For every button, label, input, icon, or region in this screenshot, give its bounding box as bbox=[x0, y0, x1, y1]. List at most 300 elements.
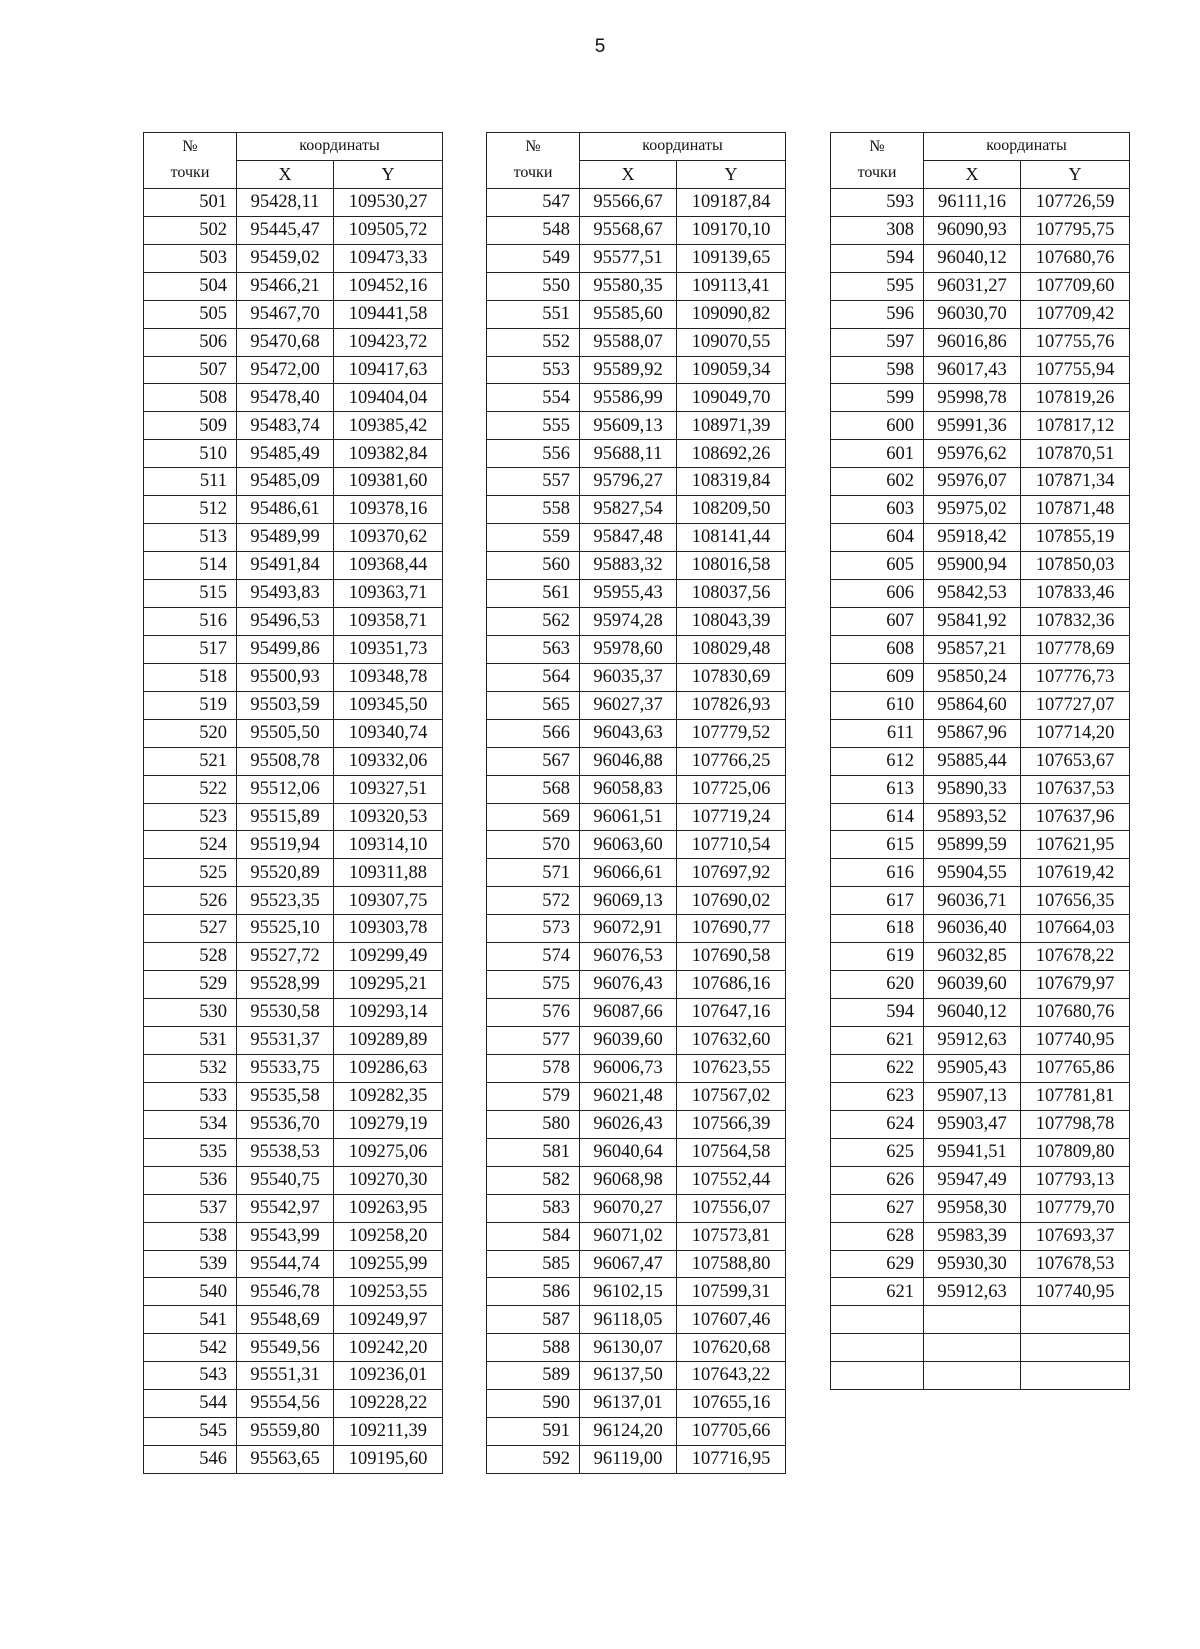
y-coordinate-cell: 107740,95 bbox=[1021, 1027, 1130, 1055]
table-row bbox=[831, 999, 1130, 1027]
y-coordinate-cell: 107871,48 bbox=[1021, 496, 1130, 524]
x-coordinate-cell: 95893,52 bbox=[924, 803, 1021, 831]
x-coordinate-cell bbox=[924, 1334, 1021, 1362]
x-coordinate-cell: 96058,83 bbox=[580, 775, 677, 803]
y-header: Y bbox=[1021, 160, 1130, 188]
point-number-cell: 526 bbox=[144, 887, 237, 915]
table-row bbox=[487, 971, 786, 999]
table-row bbox=[144, 1250, 443, 1278]
point-number-cell: 581 bbox=[487, 1138, 580, 1166]
table-row bbox=[487, 1082, 786, 1110]
table-row bbox=[487, 691, 786, 719]
x-coordinate-cell: 95857,21 bbox=[924, 635, 1021, 663]
x-coordinate-cell: 95491,84 bbox=[237, 552, 334, 580]
point-number-cell: 543 bbox=[144, 1362, 237, 1390]
y-coordinate-cell: 107632,60 bbox=[677, 1027, 786, 1055]
table-row bbox=[487, 1222, 786, 1250]
table-row bbox=[144, 971, 443, 999]
x-coordinate-cell: 95577,51 bbox=[580, 244, 677, 272]
table-row bbox=[831, 328, 1130, 356]
point-number-cell: 604 bbox=[831, 524, 924, 552]
table-row bbox=[487, 1166, 786, 1194]
table-row bbox=[487, 524, 786, 552]
point-number-cell: 552 bbox=[487, 328, 580, 356]
point-label: точки bbox=[857, 164, 897, 182]
y-coordinate-cell: 107710,54 bbox=[677, 831, 786, 859]
y-coordinate-cell: 107680,76 bbox=[1021, 244, 1130, 272]
y-coordinate-cell: 109363,71 bbox=[334, 580, 443, 608]
point-number-cell: 609 bbox=[831, 663, 924, 691]
x-coordinate-cell: 95983,39 bbox=[924, 1222, 1021, 1250]
y-coordinate-cell: 107709,60 bbox=[1021, 272, 1130, 300]
y-coordinate-cell: 107755,94 bbox=[1021, 356, 1130, 384]
x-coordinate-cell: 96063,60 bbox=[580, 831, 677, 859]
table-row bbox=[144, 300, 443, 328]
table-row bbox=[487, 1110, 786, 1138]
y-coordinate-cell: 109049,70 bbox=[677, 384, 786, 412]
y-coordinate-cell: 109404,04 bbox=[334, 384, 443, 412]
point-number-cell: 561 bbox=[487, 580, 580, 608]
x-coordinate-cell: 96040,12 bbox=[924, 244, 1021, 272]
point-number-cell: 539 bbox=[144, 1250, 237, 1278]
table-row bbox=[144, 1138, 443, 1166]
point-number-cell: 514 bbox=[144, 552, 237, 580]
y-coordinate-cell: 109270,30 bbox=[334, 1166, 443, 1194]
x-coordinate-cell: 95508,78 bbox=[237, 747, 334, 775]
coordinates-header: координаты bbox=[237, 133, 443, 161]
x-coordinate-cell: 96076,43 bbox=[580, 971, 677, 999]
point-number-header bbox=[144, 133, 237, 189]
y-coordinate-cell: 107564,58 bbox=[677, 1138, 786, 1166]
y-coordinate-cell: 107795,75 bbox=[1021, 216, 1130, 244]
y-coordinate-cell: 108209,50 bbox=[677, 496, 786, 524]
point-number-cell: 571 bbox=[487, 859, 580, 887]
point-number-cell: 589 bbox=[487, 1362, 580, 1390]
x-coordinate-cell: 95546,78 bbox=[237, 1278, 334, 1306]
y-coordinate-cell: 107819,26 bbox=[1021, 384, 1130, 412]
y-coordinate-cell: 109423,72 bbox=[334, 328, 443, 356]
point-number-cell: 572 bbox=[487, 887, 580, 915]
y-coordinate-cell: 107832,36 bbox=[1021, 607, 1130, 635]
x-coordinate-cell: 95955,43 bbox=[580, 580, 677, 608]
y-coordinate-cell: 107781,81 bbox=[1021, 1082, 1130, 1110]
table-row bbox=[144, 915, 443, 943]
table-row bbox=[487, 887, 786, 915]
point-number-cell: 509 bbox=[144, 412, 237, 440]
x-coordinate-cell: 96130,07 bbox=[580, 1334, 677, 1362]
table-row bbox=[831, 216, 1130, 244]
x-coordinate-cell: 95930,30 bbox=[924, 1250, 1021, 1278]
x-coordinate-cell: 96068,98 bbox=[580, 1166, 677, 1194]
point-number-cell: 523 bbox=[144, 803, 237, 831]
x-coordinate-cell: 96032,85 bbox=[924, 943, 1021, 971]
y-coordinate-cell: 109255,99 bbox=[334, 1250, 443, 1278]
point-number-cell: 617 bbox=[831, 887, 924, 915]
table-row bbox=[831, 1027, 1130, 1055]
table-row bbox=[831, 635, 1130, 663]
point-number-cell: 555 bbox=[487, 412, 580, 440]
y-coordinate-cell: 107716,95 bbox=[677, 1446, 786, 1474]
table-row bbox=[487, 1306, 786, 1334]
y-coordinate-cell: 109327,51 bbox=[334, 775, 443, 803]
table-row bbox=[144, 803, 443, 831]
table-row bbox=[487, 356, 786, 384]
table-row bbox=[144, 244, 443, 272]
point-number-cell: 546 bbox=[144, 1446, 237, 1474]
point-number-cell: 613 bbox=[831, 775, 924, 803]
table-row bbox=[831, 468, 1130, 496]
point-number-cell: 616 bbox=[831, 859, 924, 887]
x-coordinate-cell: 95493,83 bbox=[237, 580, 334, 608]
x-header: X bbox=[924, 160, 1021, 188]
y-coordinate-cell: 107588,80 bbox=[677, 1250, 786, 1278]
y-coordinate-cell: 107637,53 bbox=[1021, 775, 1130, 803]
y-coordinate-cell: 107714,20 bbox=[1021, 719, 1130, 747]
point-number-cell: 611 bbox=[831, 719, 924, 747]
y-coordinate-cell bbox=[1021, 1334, 1130, 1362]
table-row bbox=[831, 1334, 1130, 1362]
y-coordinate-cell: 109187,84 bbox=[677, 188, 786, 216]
x-coordinate-cell: 95530,58 bbox=[237, 999, 334, 1027]
y-coordinate-cell: 107678,22 bbox=[1021, 943, 1130, 971]
y-coordinate-cell: 107809,80 bbox=[1021, 1138, 1130, 1166]
x-coordinate-cell: 95918,42 bbox=[924, 524, 1021, 552]
x-coordinate-cell: 95864,60 bbox=[924, 691, 1021, 719]
y-coordinate-cell: 107690,77 bbox=[677, 915, 786, 943]
table-row bbox=[831, 1082, 1130, 1110]
table-row bbox=[144, 328, 443, 356]
x-coordinate-cell: 96039,60 bbox=[924, 971, 1021, 999]
table-row bbox=[144, 272, 443, 300]
x-coordinate-cell: 95544,74 bbox=[237, 1250, 334, 1278]
x-coordinate-cell: 96016,86 bbox=[924, 328, 1021, 356]
y-coordinate-cell: 108043,39 bbox=[677, 607, 786, 635]
x-coordinate-cell: 95867,96 bbox=[924, 719, 1021, 747]
y-coordinate-cell: 109279,19 bbox=[334, 1110, 443, 1138]
table-row bbox=[144, 1222, 443, 1250]
point-number-cell: 568 bbox=[487, 775, 580, 803]
x-coordinate-cell: 95538,53 bbox=[237, 1138, 334, 1166]
coordinates-header: координаты bbox=[580, 133, 786, 161]
point-number-cell: 624 bbox=[831, 1110, 924, 1138]
x-coordinate-cell: 96111,16 bbox=[924, 188, 1021, 216]
x-coordinate-cell: 95976,07 bbox=[924, 468, 1021, 496]
point-number-cell: 560 bbox=[487, 552, 580, 580]
y-coordinate-cell: 109295,21 bbox=[334, 971, 443, 999]
coordinates-table-3 bbox=[830, 132, 1130, 1390]
table-row bbox=[144, 719, 443, 747]
point-number-cell: 625 bbox=[831, 1138, 924, 1166]
x-coordinate-cell: 95907,13 bbox=[924, 1082, 1021, 1110]
point-number-header bbox=[831, 133, 924, 189]
x-coordinate-cell: 96090,93 bbox=[924, 216, 1021, 244]
point-number-cell: 598 bbox=[831, 356, 924, 384]
x-coordinate-cell: 95535,58 bbox=[237, 1082, 334, 1110]
x-coordinate-cell: 96017,43 bbox=[924, 356, 1021, 384]
point-number-cell: 545 bbox=[144, 1418, 237, 1446]
point-number-cell: 608 bbox=[831, 635, 924, 663]
table-row bbox=[487, 1194, 786, 1222]
x-coordinate-cell: 95486,61 bbox=[237, 496, 334, 524]
point-number-cell: 547 bbox=[487, 188, 580, 216]
table-row bbox=[144, 831, 443, 859]
table-row bbox=[487, 1250, 786, 1278]
table-row bbox=[144, 1334, 443, 1362]
y-coordinate-cell: 109351,73 bbox=[334, 635, 443, 663]
x-coordinate-cell: 95976,62 bbox=[924, 440, 1021, 468]
table-row bbox=[487, 831, 786, 859]
x-coordinate-cell: 96119,00 bbox=[580, 1446, 677, 1474]
x-coordinate-cell: 96124,20 bbox=[580, 1418, 677, 1446]
x-coordinate-cell: 95528,99 bbox=[237, 971, 334, 999]
x-coordinate-cell: 95559,80 bbox=[237, 1418, 334, 1446]
x-coordinate-cell bbox=[924, 1306, 1021, 1334]
table-row bbox=[487, 1027, 786, 1055]
table-row bbox=[487, 384, 786, 412]
point-number-cell: 529 bbox=[144, 971, 237, 999]
y-coordinate-cell: 107619,42 bbox=[1021, 859, 1130, 887]
x-coordinate-cell: 95531,37 bbox=[237, 1027, 334, 1055]
point-number-cell: 614 bbox=[831, 803, 924, 831]
point-number-cell: 538 bbox=[144, 1222, 237, 1250]
x-coordinate-cell: 95543,99 bbox=[237, 1222, 334, 1250]
y-coordinate-cell: 109340,74 bbox=[334, 719, 443, 747]
y-coordinate-cell: 107740,95 bbox=[1021, 1278, 1130, 1306]
y-coordinate-cell: 109368,44 bbox=[334, 552, 443, 580]
y-coordinate-cell: 109242,20 bbox=[334, 1334, 443, 1362]
y-coordinate-cell: 109378,16 bbox=[334, 496, 443, 524]
x-coordinate-cell: 95523,35 bbox=[237, 887, 334, 915]
point-number-cell: 535 bbox=[144, 1138, 237, 1166]
table-row bbox=[487, 272, 786, 300]
y-coordinate-cell: 107621,95 bbox=[1021, 831, 1130, 859]
y-coordinate-cell: 107647,16 bbox=[677, 999, 786, 1027]
table-row bbox=[831, 300, 1130, 328]
x-coordinate-cell: 95903,47 bbox=[924, 1110, 1021, 1138]
point-number-cell: 575 bbox=[487, 971, 580, 999]
point-number-cell: 576 bbox=[487, 999, 580, 1027]
x-coordinate-cell: 95566,67 bbox=[580, 188, 677, 216]
y-coordinate-cell: 107599,31 bbox=[677, 1278, 786, 1306]
y-coordinate-cell: 109289,89 bbox=[334, 1027, 443, 1055]
y-coordinate-cell: 108029,48 bbox=[677, 635, 786, 663]
point-number-cell: 588 bbox=[487, 1334, 580, 1362]
x-coordinate-cell: 95470,68 bbox=[237, 328, 334, 356]
x-coordinate-cell: 95586,99 bbox=[580, 384, 677, 412]
x-coordinate-cell: 95588,07 bbox=[580, 328, 677, 356]
x-coordinate-cell: 95542,97 bbox=[237, 1194, 334, 1222]
point-number-cell: 629 bbox=[831, 1250, 924, 1278]
y-coordinate-cell: 107766,25 bbox=[677, 747, 786, 775]
x-coordinate-cell: 95912,63 bbox=[924, 1278, 1021, 1306]
y-coordinate-cell: 109195,60 bbox=[334, 1446, 443, 1474]
table-row bbox=[487, 1362, 786, 1390]
table-row bbox=[144, 747, 443, 775]
coordinates-header: координаты bbox=[924, 133, 1130, 161]
y-coordinate-cell: 107697,92 bbox=[677, 859, 786, 887]
x-coordinate-cell: 95515,89 bbox=[237, 803, 334, 831]
x-coordinate-cell: 96006,73 bbox=[580, 1054, 677, 1082]
point-number-cell: 627 bbox=[831, 1194, 924, 1222]
y-coordinate-cell: 108037,56 bbox=[677, 580, 786, 608]
y-coordinate-cell: 109452,16 bbox=[334, 272, 443, 300]
point-number-cell: 590 bbox=[487, 1390, 580, 1418]
table-row bbox=[831, 691, 1130, 719]
y-coordinate-cell bbox=[1021, 1362, 1130, 1390]
x-coordinate-cell: 95499,86 bbox=[237, 635, 334, 663]
table-row bbox=[831, 1138, 1130, 1166]
point-number-cell: 574 bbox=[487, 943, 580, 971]
table-row bbox=[831, 412, 1130, 440]
x-coordinate-cell bbox=[924, 1362, 1021, 1390]
x-header: X bbox=[580, 160, 677, 188]
x-coordinate-cell: 95904,55 bbox=[924, 859, 1021, 887]
table-row bbox=[487, 1054, 786, 1082]
point-number-cell: 602 bbox=[831, 468, 924, 496]
point-number-cell: 628 bbox=[831, 1222, 924, 1250]
table-row bbox=[831, 719, 1130, 747]
x-coordinate-cell: 95478,40 bbox=[237, 384, 334, 412]
x-coordinate-cell: 95519,94 bbox=[237, 831, 334, 859]
point-number-cell: 549 bbox=[487, 244, 580, 272]
table-row bbox=[487, 635, 786, 663]
table-row bbox=[831, 1250, 1130, 1278]
point-number-cell: 308 bbox=[831, 216, 924, 244]
x-coordinate-cell: 95536,70 bbox=[237, 1110, 334, 1138]
x-coordinate-cell: 95505,50 bbox=[237, 719, 334, 747]
y-coordinate-cell: 108971,39 bbox=[677, 412, 786, 440]
x-coordinate-cell: 95885,44 bbox=[924, 747, 1021, 775]
table-row bbox=[831, 580, 1130, 608]
x-coordinate-cell: 96046,88 bbox=[580, 747, 677, 775]
x-coordinate-cell: 95554,56 bbox=[237, 1390, 334, 1418]
point-number-cell: 501 bbox=[144, 188, 237, 216]
x-coordinate-cell: 95609,13 bbox=[580, 412, 677, 440]
x-coordinate-cell: 95525,10 bbox=[237, 915, 334, 943]
y-coordinate-cell: 107725,06 bbox=[677, 775, 786, 803]
y-coordinate-cell: 107779,52 bbox=[677, 719, 786, 747]
x-coordinate-cell: 95467,70 bbox=[237, 300, 334, 328]
table-row bbox=[831, 607, 1130, 635]
point-number-cell: 567 bbox=[487, 747, 580, 775]
point-number-cell: 606 bbox=[831, 580, 924, 608]
y-coordinate-cell: 109228,22 bbox=[334, 1390, 443, 1418]
point-number-cell: 577 bbox=[487, 1027, 580, 1055]
table-row bbox=[831, 1166, 1130, 1194]
x-coordinate-cell: 95688,11 bbox=[580, 440, 677, 468]
y-coordinate-cell: 109385,42 bbox=[334, 412, 443, 440]
x-coordinate-cell: 96039,60 bbox=[580, 1027, 677, 1055]
y-coordinate-cell: 107793,13 bbox=[1021, 1166, 1130, 1194]
table-row bbox=[831, 887, 1130, 915]
table-row bbox=[831, 859, 1130, 887]
x-coordinate-cell: 96066,61 bbox=[580, 859, 677, 887]
y-coordinate-cell: 107798,78 bbox=[1021, 1110, 1130, 1138]
point-number-cell: 562 bbox=[487, 607, 580, 635]
y-coordinate-cell: 109059,34 bbox=[677, 356, 786, 384]
x-coordinate-cell: 95472,00 bbox=[237, 356, 334, 384]
table-row bbox=[144, 188, 443, 216]
y-coordinate-cell: 108692,26 bbox=[677, 440, 786, 468]
table-row bbox=[487, 747, 786, 775]
y-coordinate-cell: 107850,03 bbox=[1021, 552, 1130, 580]
table-row bbox=[831, 244, 1130, 272]
y-header: Y bbox=[677, 160, 786, 188]
y-coordinate-cell: 107870,51 bbox=[1021, 440, 1130, 468]
y-coordinate-cell: 107719,24 bbox=[677, 803, 786, 831]
y-coordinate-cell: 107855,19 bbox=[1021, 524, 1130, 552]
x-coordinate-cell: 96102,15 bbox=[580, 1278, 677, 1306]
table-row bbox=[831, 803, 1130, 831]
x-coordinate-cell: 96076,53 bbox=[580, 943, 677, 971]
table-row bbox=[144, 999, 443, 1027]
table-row bbox=[831, 1054, 1130, 1082]
table-row bbox=[144, 607, 443, 635]
point-number-cell: 587 bbox=[487, 1306, 580, 1334]
point-number-cell: 512 bbox=[144, 496, 237, 524]
table-row bbox=[831, 552, 1130, 580]
y-coordinate-cell: 109211,39 bbox=[334, 1418, 443, 1446]
table-row bbox=[144, 887, 443, 915]
x-coordinate-cell: 96036,71 bbox=[924, 887, 1021, 915]
x-coordinate-cell: 95900,94 bbox=[924, 552, 1021, 580]
table-row bbox=[144, 356, 443, 384]
table-row bbox=[831, 831, 1130, 859]
point-number-cell: 521 bbox=[144, 747, 237, 775]
x-coordinate-cell: 95796,27 bbox=[580, 468, 677, 496]
point-number-cell: 569 bbox=[487, 803, 580, 831]
y-coordinate-cell: 109282,35 bbox=[334, 1082, 443, 1110]
x-coordinate-cell: 95466,21 bbox=[237, 272, 334, 300]
y-coordinate-cell: 108016,58 bbox=[677, 552, 786, 580]
y-coordinate-cell: 109139,65 bbox=[677, 244, 786, 272]
x-coordinate-cell: 95991,36 bbox=[924, 412, 1021, 440]
point-number-cell: 540 bbox=[144, 1278, 237, 1306]
x-coordinate-cell: 95883,32 bbox=[580, 552, 677, 580]
y-coordinate-cell: 107566,39 bbox=[677, 1110, 786, 1138]
y-coordinate-cell: 109249,97 bbox=[334, 1306, 443, 1334]
point-number-cell: 612 bbox=[831, 747, 924, 775]
table-row bbox=[144, 1418, 443, 1446]
y-coordinate-cell: 107656,35 bbox=[1021, 887, 1130, 915]
y-coordinate-cell: 109170,10 bbox=[677, 216, 786, 244]
x-coordinate-cell: 95975,02 bbox=[924, 496, 1021, 524]
y-coordinate-cell: 109253,55 bbox=[334, 1278, 443, 1306]
point-number-cell: 511 bbox=[144, 468, 237, 496]
x-coordinate-cell: 95512,06 bbox=[237, 775, 334, 803]
y-coordinate-cell: 107693,37 bbox=[1021, 1222, 1130, 1250]
x-coordinate-cell: 96035,37 bbox=[580, 663, 677, 691]
y-coordinate-cell: 109358,71 bbox=[334, 607, 443, 635]
point-number-cell: 622 bbox=[831, 1054, 924, 1082]
x-coordinate-cell: 96030,70 bbox=[924, 300, 1021, 328]
y-coordinate-cell: 107643,22 bbox=[677, 1362, 786, 1390]
x-coordinate-cell: 96118,05 bbox=[580, 1306, 677, 1334]
table-row bbox=[487, 440, 786, 468]
x-coordinate-cell: 95585,60 bbox=[580, 300, 677, 328]
table-row bbox=[144, 1362, 443, 1390]
point-number-cell: 597 bbox=[831, 328, 924, 356]
point-number-cell: 551 bbox=[487, 300, 580, 328]
y-coordinate-cell bbox=[1021, 1306, 1130, 1334]
point-number-cell: 573 bbox=[487, 915, 580, 943]
y-coordinate-cell: 109090,82 bbox=[677, 300, 786, 328]
table-row bbox=[144, 635, 443, 663]
point-number-cell: 553 bbox=[487, 356, 580, 384]
x-coordinate-cell: 95568,67 bbox=[580, 216, 677, 244]
point-number-cell: 594 bbox=[831, 244, 924, 272]
table-row bbox=[487, 663, 786, 691]
